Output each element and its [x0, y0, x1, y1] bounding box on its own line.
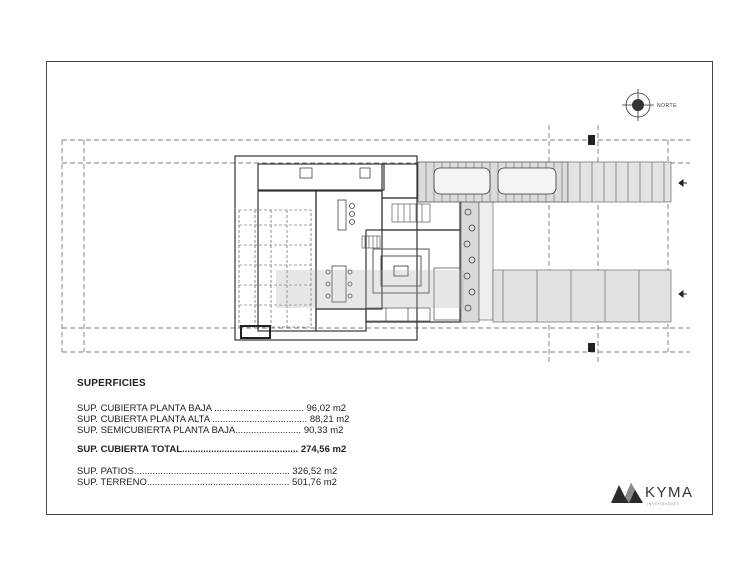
pergola-left — [239, 210, 311, 327]
carport-pergola — [418, 162, 568, 202]
areas-title: SUPERFICIES — [77, 378, 146, 389]
area-total-value: 274,56 m2 — [300, 444, 347, 455]
area-total-label: SUP. CUBIERTA TOTAL............................................ — [77, 444, 299, 455]
area-row — [77, 477, 397, 488]
north-compass — [622, 89, 677, 121]
area-label: SUP. CUBIERTA PLANTA BAJA .................................. — [77, 403, 304, 414]
kyma-logo — [611, 479, 711, 513]
area-row — [77, 403, 397, 414]
access-arrows — [679, 180, 687, 297]
area-value: 501,76 m2 — [292, 477, 337, 488]
area-value: 88,21 m2 — [309, 414, 350, 425]
area-value: 90,33 m2 — [303, 425, 344, 436]
car-1 — [434, 168, 490, 194]
plot-boundary — [62, 125, 690, 365]
areas-table — [77, 378, 397, 488]
logo-tagline: INVERSIONES — [647, 502, 680, 506]
area-value: 96,02 m2 — [306, 403, 347, 414]
area-row — [77, 466, 397, 477]
area-label: SUP. SEMICUBIERTA PLANTA BAJA......................... — [77, 425, 302, 436]
area-label: SUP. TERRENO...................................................... — [77, 477, 290, 488]
kitchen-island — [300, 168, 370, 230]
area-label: SUP. CUBIERTA PLANTA ALTA .................................... — [77, 414, 308, 425]
garden-strip — [461, 200, 493, 322]
area-total-row — [77, 444, 397, 455]
staircase — [362, 204, 430, 248]
kyma-logo-icon — [611, 481, 643, 503]
north-label: NORTE — [657, 103, 677, 109]
area-label: SUP. PATIOS........................................................... — [77, 466, 290, 477]
area-value: 326,52 m2 — [292, 466, 338, 477]
logo-name: KYMA — [645, 484, 694, 501]
watermark — [276, 270, 464, 308]
driveway-pavers — [568, 162, 671, 202]
front-pavers — [493, 270, 671, 322]
area-row — [77, 414, 397, 425]
car-2 — [498, 168, 556, 194]
area-row — [77, 425, 397, 436]
